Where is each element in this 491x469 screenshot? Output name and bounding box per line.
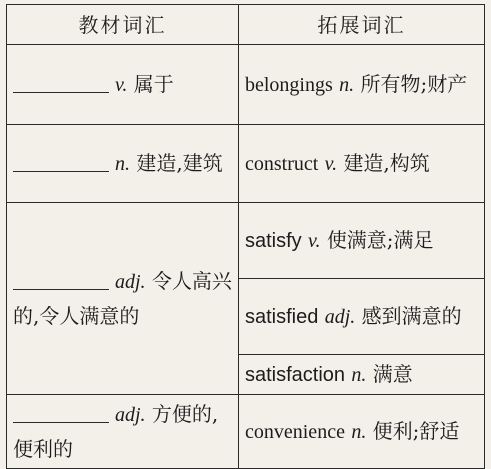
answer-blank[interactable] <box>13 72 109 93</box>
part-of-speech: n. <box>339 74 355 96</box>
word: convenience <box>245 421 345 443</box>
word: satisfied <box>245 306 319 328</box>
meaning: 满意 <box>372 362 413 386</box>
part-of-speech: adj. <box>115 271 146 293</box>
answer-blank[interactable] <box>13 151 109 172</box>
meaning: 令人高兴的,令人满意的 <box>13 269 232 328</box>
textbook-cell <box>7 395 239 469</box>
vocabulary-table <box>6 4 485 469</box>
extended-cell <box>239 395 485 469</box>
part-of-speech: v. <box>115 74 128 96</box>
table-row <box>7 45 485 125</box>
meaning: 属于 <box>133 72 174 96</box>
part-of-speech: n. <box>351 421 367 443</box>
part-of-speech: n. <box>115 153 130 175</box>
answer-blank[interactable] <box>13 269 109 290</box>
meaning: 所有物;财产 <box>360 72 468 96</box>
word: satisfy <box>245 230 302 252</box>
extended-cell <box>239 125 485 203</box>
table-row <box>7 203 485 279</box>
part-of-speech: adj. <box>115 404 146 426</box>
textbook-cell <box>7 125 239 203</box>
meaning: 方便的,便利的 <box>13 402 219 461</box>
word: construct <box>245 153 319 175</box>
extended-cell <box>239 355 485 395</box>
meaning: 感到满意的 <box>361 304 462 328</box>
table-row <box>7 395 485 469</box>
textbook-cell <box>7 203 239 395</box>
meaning: 使满意;满足 <box>326 228 434 252</box>
part-of-speech: v. <box>308 230 321 252</box>
textbook-cell <box>7 45 239 125</box>
extended-cell <box>239 203 485 279</box>
answer-blank[interactable] <box>13 402 109 423</box>
part-of-speech: adj. <box>324 306 356 328</box>
part-of-speech: n. <box>351 364 367 386</box>
meaning: 便利;舒适 <box>372 419 460 443</box>
extended-cell <box>239 279 485 355</box>
word: satisfaction <box>245 364 346 386</box>
meaning: 建造,建筑 <box>136 151 223 175</box>
header-extended-vocab: 拓展词汇 <box>239 5 485 45</box>
header-textbook-vocab: 教材词汇 <box>7 5 239 45</box>
header-row <box>7 5 485 45</box>
extended-cell <box>239 45 485 125</box>
meaning: 建造,构筑 <box>343 151 430 175</box>
part-of-speech: v. <box>324 153 338 175</box>
word: belongings <box>245 74 333 96</box>
table-row <box>7 125 485 203</box>
